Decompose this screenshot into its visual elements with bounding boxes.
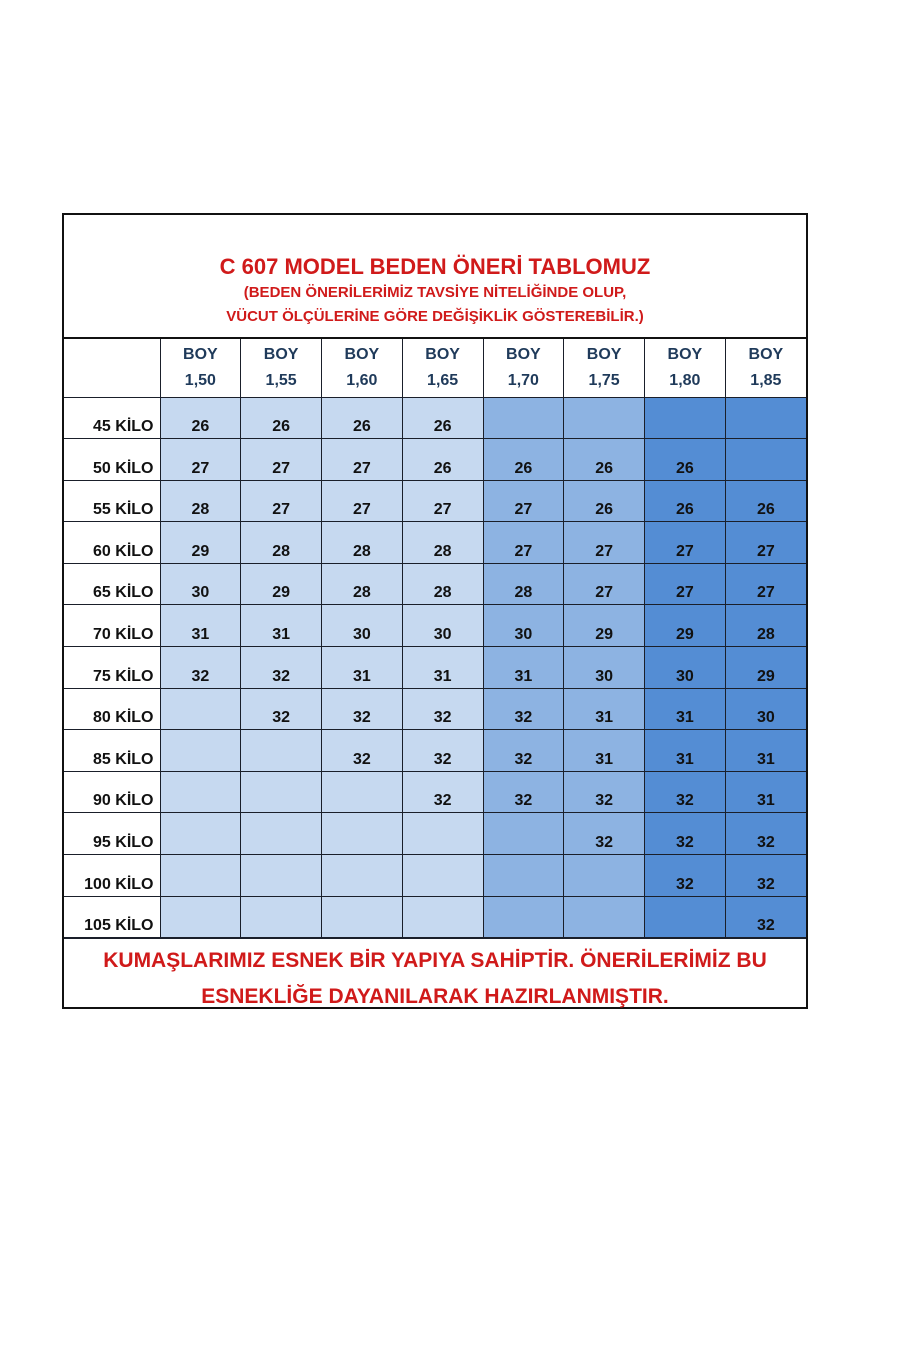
size-cell: 32 (241, 688, 322, 730)
column-header (564, 339, 645, 397)
size-cell: 27 (725, 563, 806, 605)
size-cell: 28 (160, 480, 241, 522)
row-weight-label: 95 KİLO (64, 813, 160, 855)
size-cell (322, 813, 403, 855)
size-cell (483, 397, 564, 439)
row-weight-label: 85 KİLO (64, 730, 160, 772)
size-cell: 32 (564, 771, 645, 813)
size-cell (160, 896, 241, 938)
row-weight-label: 50 KİLO (64, 439, 160, 481)
size-cell (564, 855, 645, 897)
size-cell: 27 (241, 480, 322, 522)
chart-subtitle-line-1: (BEDEN ÖNERİLERİMİZ TAVSİYE NİTELİĞİNDE OLUP, (243, 284, 627, 301)
size-cell (160, 688, 241, 730)
size-cell: 30 (564, 647, 645, 689)
column-header (160, 339, 241, 397)
size-cell: 26 (564, 480, 645, 522)
size-cell: 27 (645, 563, 726, 605)
size-cell: 27 (322, 439, 403, 481)
size-cell (725, 439, 806, 481)
size-cell (322, 855, 403, 897)
size-cell: 31 (402, 647, 483, 689)
size-cell: 30 (725, 688, 806, 730)
size-cell: 30 (645, 647, 726, 689)
column-header-label: BOY (183, 346, 218, 364)
table-row (64, 730, 806, 772)
row-weight-label: 90 KİLO (64, 771, 160, 813)
size-cell: 27 (322, 480, 403, 522)
table-row (64, 855, 806, 897)
size-cell: 28 (402, 563, 483, 605)
table-row (64, 896, 806, 938)
table-row (64, 605, 806, 647)
corner-cell (64, 339, 160, 397)
size-cell: 31 (322, 647, 403, 689)
footer-line-1: KUMAŞLARIMIZ ESNEK BİR YAPIYA SAHİPTİR. ÖNERİLERİMİZ BU (103, 949, 767, 973)
size-cell: 29 (564, 605, 645, 647)
size-cell: 27 (725, 522, 806, 564)
size-cell: 26 (160, 397, 241, 439)
size-cell: 28 (322, 522, 403, 564)
size-cell: 32 (725, 813, 806, 855)
size-cell: 28 (483, 563, 564, 605)
table-row (64, 688, 806, 730)
size-cell: 26 (402, 397, 483, 439)
column-header-label: BOY (586, 346, 622, 364)
size-cell: 31 (645, 730, 726, 772)
size-cell: 30 (483, 605, 564, 647)
size-cell: 28 (402, 522, 483, 564)
column-header-label: BOY (748, 346, 784, 364)
header-row (64, 339, 806, 397)
size-cell (160, 771, 241, 813)
size-cell: 32 (564, 813, 645, 855)
size-cell (402, 896, 483, 938)
size-cell: 27 (483, 480, 564, 522)
size-cell: 31 (645, 688, 726, 730)
size-cell (645, 397, 726, 439)
size-cell: 27 (402, 480, 483, 522)
column-header-height: 1,65 (427, 372, 459, 390)
size-cell (402, 813, 483, 855)
row-weight-label: 105 KİLO (64, 896, 160, 938)
table-row (64, 522, 806, 564)
size-cell (564, 896, 645, 938)
size-cell: 32 (645, 771, 726, 813)
size-cell: 26 (402, 439, 483, 481)
size-cell: 27 (483, 522, 564, 564)
column-header-label: BOY (263, 346, 299, 364)
column-header (483, 339, 564, 397)
column-header-height: 1,50 (184, 372, 216, 390)
size-cell: 32 (402, 771, 483, 813)
row-weight-label: 70 KİLO (64, 605, 160, 647)
column-header-label: BOY (425, 346, 460, 364)
size-cell: 26 (645, 480, 726, 522)
table-row (64, 480, 806, 522)
footer-line-2: ESNEKLİĞE DAYANILARAK HAZIRLANMIŞTIR. (201, 985, 669, 1009)
size-cell: 32 (322, 688, 403, 730)
size-cell: 26 (483, 439, 564, 481)
size-cell (483, 813, 564, 855)
size-cell: 32 (725, 855, 806, 897)
size-cell: 28 (322, 563, 403, 605)
size-cell: 32 (483, 688, 564, 730)
size-cell: 26 (322, 397, 403, 439)
size-cell (322, 896, 403, 938)
row-weight-label: 80 KİLO (64, 688, 160, 730)
column-header (322, 339, 403, 397)
size-cell (483, 855, 564, 897)
table-row (64, 397, 806, 439)
footer-note (64, 938, 806, 1015)
column-header-label: BOY (506, 346, 541, 364)
chart-subtitle-line-2: VÜCUT ÖLÇÜLERİNE GÖRE DEĞİŞİKLİK GÖSTEREBİLİR.) (226, 308, 644, 325)
column-header (241, 339, 322, 397)
size-cell: 32 (725, 896, 806, 938)
row-weight-label: 75 KİLO (64, 647, 160, 689)
size-cell (241, 855, 322, 897)
size-cell: 31 (241, 605, 322, 647)
size-cell: 30 (322, 605, 403, 647)
table-row (64, 771, 806, 813)
size-cell: 27 (645, 522, 726, 564)
column-header (645, 339, 726, 397)
table-body (64, 397, 806, 938)
size-cell: 26 (564, 439, 645, 481)
row-weight-label: 65 KİLO (64, 563, 160, 605)
size-cell: 31 (725, 730, 806, 772)
size-table (64, 339, 806, 938)
size-cell (645, 896, 726, 938)
size-cell (241, 813, 322, 855)
row-weight-label: 55 KİLO (64, 480, 160, 522)
row-weight-label: 100 KİLO (64, 855, 160, 897)
size-cell: 30 (402, 605, 483, 647)
size-cell: 28 (241, 522, 322, 564)
size-cell (322, 771, 403, 813)
size-cell: 26 (645, 439, 726, 481)
column-header-height: 1,75 (588, 372, 620, 390)
column-header-label: BOY (667, 346, 703, 364)
table-row (64, 439, 806, 481)
size-cell: 29 (645, 605, 726, 647)
size-cell (160, 730, 241, 772)
size-cell (241, 896, 322, 938)
size-cell: 32 (160, 647, 241, 689)
size-cell: 32 (483, 771, 564, 813)
size-cell (483, 896, 564, 938)
size-cell: 32 (241, 647, 322, 689)
column-header (402, 339, 483, 397)
size-cell: 31 (564, 730, 645, 772)
size-cell: 26 (725, 480, 806, 522)
column-header-height: 1,60 (346, 372, 378, 390)
column-header-height: 1,70 (507, 372, 539, 390)
size-cell: 29 (241, 563, 322, 605)
column-header (725, 339, 806, 397)
size-chart (62, 213, 808, 1009)
size-cell: 30 (160, 563, 241, 605)
size-cell: 31 (160, 605, 241, 647)
size-cell: 31 (725, 771, 806, 813)
column-header-height: 1,55 (265, 372, 297, 390)
table-row (64, 647, 806, 689)
size-cell: 27 (160, 439, 241, 481)
title-block (64, 215, 806, 339)
size-cell (160, 855, 241, 897)
size-cell: 26 (241, 397, 322, 439)
size-cell: 32 (645, 855, 726, 897)
table-row (64, 563, 806, 605)
size-cell: 29 (160, 522, 241, 564)
size-cell: 27 (241, 439, 322, 481)
size-cell: 31 (564, 688, 645, 730)
size-cell (241, 771, 322, 813)
column-header-height: 1,80 (669, 372, 701, 390)
row-weight-label: 45 KİLO (64, 397, 160, 439)
table-row (64, 813, 806, 855)
chart-title: C 607 MODEL BEDEN ÖNERİ TABLOMUZ (219, 254, 651, 279)
size-cell: 27 (564, 563, 645, 605)
size-cell: 32 (483, 730, 564, 772)
row-weight-label: 60 KİLO (64, 522, 160, 564)
size-cell: 31 (483, 647, 564, 689)
column-header-height: 1,85 (750, 372, 782, 390)
size-cell (241, 730, 322, 772)
size-cell: 27 (564, 522, 645, 564)
size-cell: 32 (402, 730, 483, 772)
size-cell (160, 813, 241, 855)
size-cell: 29 (725, 647, 806, 689)
size-cell (402, 855, 483, 897)
size-cell: 32 (645, 813, 726, 855)
size-cell: 32 (402, 688, 483, 730)
size-cell (564, 397, 645, 439)
size-cell: 32 (322, 730, 403, 772)
size-cell (725, 397, 806, 439)
column-header-label: BOY (344, 346, 380, 364)
size-cell: 28 (725, 605, 806, 647)
